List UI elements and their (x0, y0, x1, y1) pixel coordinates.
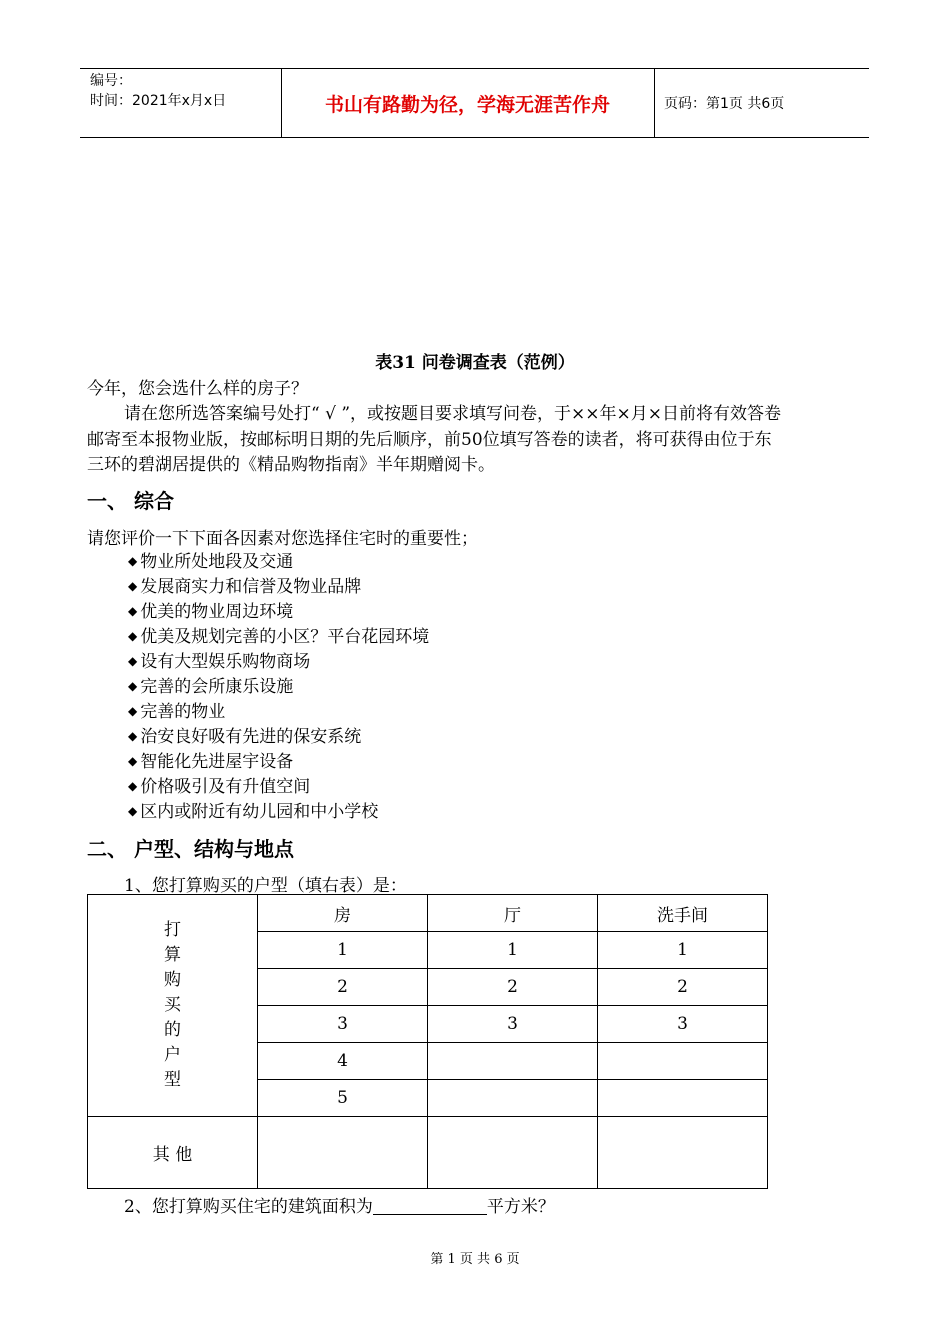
document-header (80, 68, 869, 138)
intro-line-1: 请在您所选答案编号处打“ √ ”，或按题目要求填写问卷，于××年×月×日前将有效答卷 (124, 404, 781, 424)
factor-label: 治安良好吸有先进的保安系统 (140, 727, 362, 747)
factor-list-item (128, 572, 361, 597)
other-cell[interactable] (598, 1117, 768, 1189)
other-cell[interactable] (428, 1117, 598, 1189)
table-cell[interactable] (598, 1080, 768, 1117)
table-cell[interactable]: 2 (258, 969, 428, 1006)
diamond-bullet-icon: ◆ (128, 704, 138, 718)
factor-list-item (128, 722, 361, 747)
diamond-bullet-icon: ◆ (128, 629, 138, 643)
diamond-bullet-icon: ◆ (128, 754, 138, 768)
factor-label: 优美及规划完善的小区？平台花园环境 (140, 627, 430, 647)
row-header-char: 型 (164, 1070, 181, 1090)
factor-list-item (128, 547, 293, 572)
row-header-char: 的 (164, 1020, 181, 1040)
diamond-bullet-icon: ◆ (128, 679, 138, 693)
row-header-char: 购 (164, 970, 181, 990)
diamond-bullet-icon: ◆ (128, 804, 138, 818)
factor-label: 设有大型娱乐购物商场 (140, 652, 311, 672)
factor-label: 智能化先进屋宇设备 (140, 752, 294, 772)
table-cell[interactable] (428, 1043, 598, 1080)
factor-list-item (128, 697, 225, 722)
table-cell[interactable]: 4 (258, 1043, 428, 1080)
table-cell[interactable]: 3 (598, 1006, 768, 1043)
intro-line-2: 邮寄至本报物业版，按邮标明日期的先后顺序，前50位填写答卷的读者，将可获得由位于东 (87, 430, 772, 450)
other-cell[interactable] (258, 1117, 428, 1189)
table-cell[interactable] (598, 1043, 768, 1080)
table-cell[interactable] (428, 1080, 598, 1117)
column-header: 洗手间 (598, 895, 768, 932)
column-header: 房 (258, 895, 428, 932)
header-meta (90, 71, 226, 111)
section1-heading: 一、 综合 (87, 489, 174, 513)
factor-list-item (128, 672, 293, 697)
factor-label: 完善的物业 (140, 702, 226, 722)
unit-type-table (87, 894, 768, 1189)
area-input-blank[interactable] (373, 1196, 487, 1215)
column-header: 厅 (428, 895, 598, 932)
factor-label: 价格吸引及有升值空间 (140, 777, 311, 797)
row-header-char: 买 (164, 995, 181, 1015)
diamond-bullet-icon: ◆ (128, 579, 138, 593)
diamond-bullet-icon: ◆ (128, 604, 138, 618)
table-cell[interactable]: 3 (428, 1006, 598, 1043)
header-divider (654, 69, 655, 137)
row-header-char: 算 (164, 945, 181, 965)
factor-list-item (128, 772, 310, 797)
table-cell[interactable]: 3 (258, 1006, 428, 1043)
section1-prompt: 请您评价一下下面各因素对您选择住宅时的重要性； (87, 529, 478, 549)
factor-list-item (128, 797, 378, 822)
factor-label: 完善的会所康乐设施 (140, 677, 294, 697)
time-label: 时间：2021年x月x日 (90, 93, 227, 109)
table-cell[interactable]: 2 (428, 969, 598, 1006)
factor-label: 区内或附近有幼儿园和中小学校 (140, 802, 379, 822)
page-footer: 第 1 页 共 6 页 (430, 1252, 520, 1267)
header-motto: 书山有路勤为径，学海无涯苦作舟 (324, 93, 610, 116)
factor-list-item (128, 747, 293, 772)
table-title: 表31 问卷调查表（范例） (375, 353, 575, 373)
row-header-char: 打 (164, 920, 181, 940)
factor-label: 发展商实力和信誉及物业品牌 (140, 577, 362, 597)
factor-list-item (128, 597, 293, 622)
q2-line (124, 1192, 555, 1217)
diamond-bullet-icon: ◆ (128, 554, 138, 568)
q2-suffix: 平方米？ (486, 1197, 555, 1217)
header-page-label: 页码：第1页 共6页 (664, 96, 785, 112)
diamond-bullet-icon: ◆ (128, 654, 138, 668)
intro-line-3: 三环的碧湖居提供的《精品购物指南》半年期赠阅卡。 (87, 455, 495, 475)
factor-label: 优美的物业周边环境 (140, 602, 294, 622)
diamond-bullet-icon: ◆ (128, 729, 138, 743)
question-text: 今年，您会选什么样的房子？ (87, 379, 308, 399)
factor-list-item (128, 647, 310, 672)
q2-prefix: 2、您打算购买住宅的建筑面积为 (124, 1197, 373, 1217)
factor-list-item (128, 622, 429, 647)
row-header-char: 户 (164, 1045, 181, 1065)
diamond-bullet-icon: ◆ (128, 779, 138, 793)
other-label: 其 他 (88, 1117, 258, 1189)
section2-heading: 二、 户型、结构与地点 (87, 837, 294, 861)
number-label: 编号： (90, 73, 132, 89)
table-cell[interactable]: 5 (258, 1080, 428, 1117)
table-cell[interactable]: 1 (598, 932, 768, 969)
table-cell[interactable]: 1 (258, 932, 428, 969)
table-cell[interactable]: 1 (428, 932, 598, 969)
table-cell[interactable]: 2 (598, 969, 768, 1006)
factor-label: 物业所处地段及交通 (140, 552, 294, 572)
row-header-cell (88, 895, 258, 1117)
q1-text: 1、您打算购买的户型（填右表）是： (124, 876, 407, 896)
